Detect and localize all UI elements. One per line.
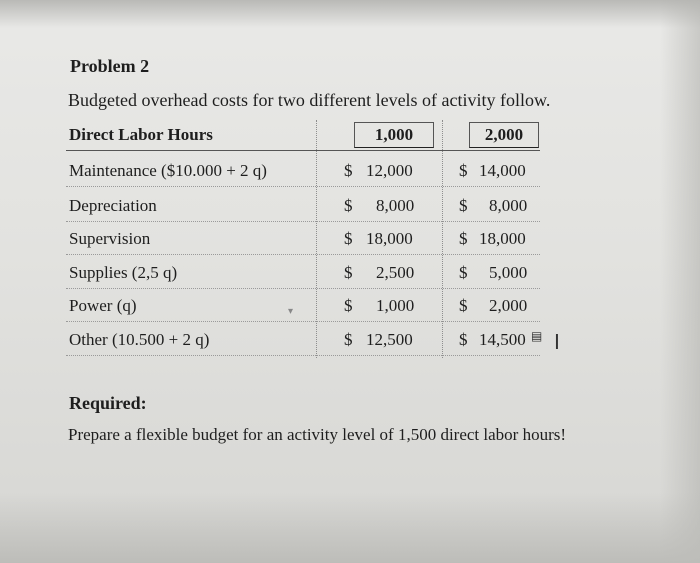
- currency-symbol: $: [459, 296, 468, 315]
- cell-value[interactable]: 8,000: [376, 196, 415, 215]
- cell-value[interactable]: 12,000: [366, 161, 413, 180]
- photo-right-shadow: [660, 0, 700, 563]
- header-label: Direct Labor Hours: [69, 125, 213, 144]
- currency-symbol: $: [459, 229, 468, 248]
- row-label: Depreciation: [69, 196, 157, 215]
- problem-title: Problem 2: [70, 56, 150, 76]
- currency-symbol: $: [344, 196, 353, 215]
- table-row: [66, 258, 540, 289]
- row-label: Supplies (2,5 q): [69, 263, 178, 282]
- photo-top-shadow: [0, 0, 700, 28]
- row-label: Power (q): [69, 296, 137, 315]
- currency-symbol: $: [459, 161, 468, 180]
- cell-value[interactable]: 18,000: [479, 229, 526, 248]
- small-caret-icon: ▾: [288, 306, 294, 317]
- currency-symbol: $: [459, 263, 468, 282]
- intro-text: Budgeted overhead costs for two different levels of activity follow.: [68, 90, 551, 110]
- cell-value[interactable]: 14,500: [479, 330, 526, 349]
- header-col-2000[interactable]: 2,000: [469, 122, 539, 148]
- currency-symbol: $: [344, 263, 353, 282]
- row-label: Other (10.500 + 2 q): [69, 330, 210, 349]
- cell-value[interactable]: 5,000: [489, 263, 528, 282]
- table-row: [66, 325, 543, 356]
- row-label: Maintenance ($10.000 + 2 q): [69, 161, 267, 180]
- text-cursor-icon: I: [554, 330, 560, 354]
- table-row: [66, 156, 540, 187]
- paste-options-icon[interactable]: ▤: [531, 329, 543, 343]
- currency-symbol: $: [459, 196, 468, 215]
- cell-value[interactable]: 2,500: [376, 263, 415, 282]
- currency-symbol: $: [344, 161, 353, 180]
- cell-value[interactable]: 1,000: [376, 296, 415, 315]
- currency-symbol: $: [344, 229, 353, 248]
- table-row: [66, 291, 540, 322]
- cell-value[interactable]: 12,500: [366, 330, 413, 349]
- overhead-table: [66, 120, 543, 358]
- table-row: [66, 191, 540, 222]
- table-row: [66, 224, 540, 255]
- cell-value[interactable]: 18,000: [366, 229, 413, 248]
- instruction-text: Prepare a flexible budget for an activity level of 1,500 direct labor hours!: [68, 425, 567, 444]
- header-col-1000[interactable]: 1,000: [354, 122, 434, 148]
- required-heading: Required:: [69, 393, 147, 413]
- currency-symbol: $: [344, 296, 353, 315]
- row-label: Supervision: [69, 229, 151, 248]
- currency-symbol: $: [344, 330, 353, 349]
- cell-value[interactable]: 8,000: [489, 196, 528, 215]
- photo-bottom-shadow: [0, 493, 700, 563]
- cell-value[interactable]: 2,000: [489, 296, 528, 315]
- table-header-row: [66, 120, 540, 151]
- cell-value[interactable]: 14,000: [479, 161, 526, 180]
- currency-symbol: $: [459, 330, 468, 349]
